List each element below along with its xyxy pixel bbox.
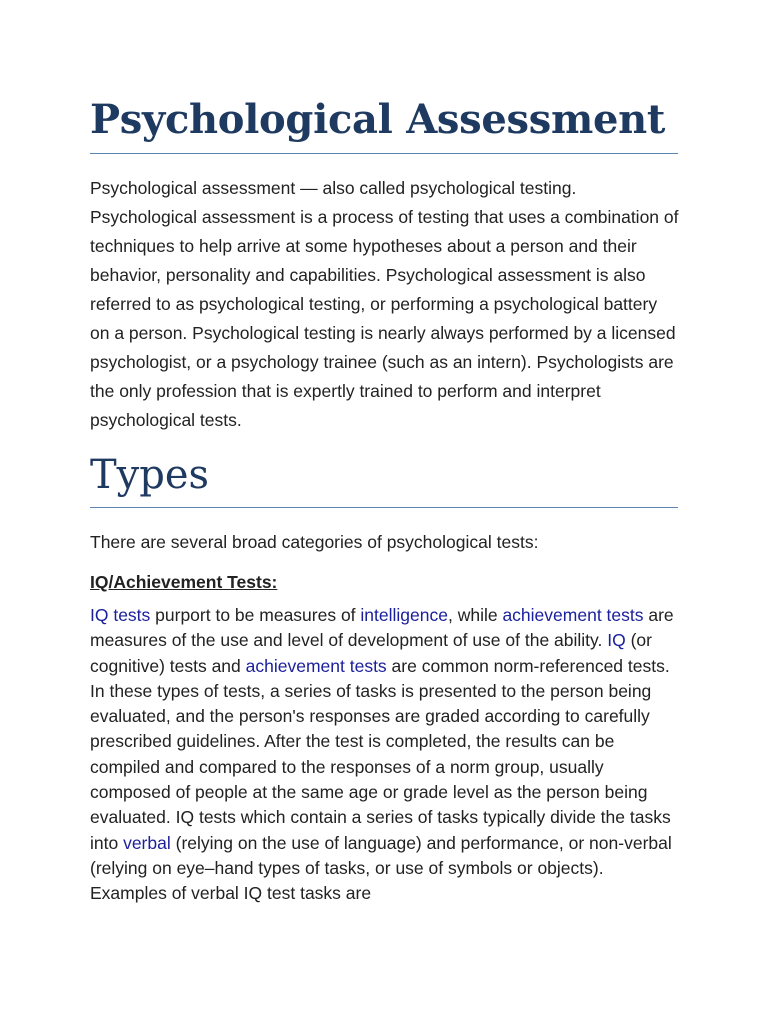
subheading-iq-achievement: IQ/Achievement Tests: bbox=[90, 572, 278, 592]
link-achievement-tests-2[interactable]: achievement tests bbox=[245, 655, 387, 676]
intro-paragraph: Psychological assessment — also called psychological testing. Psychological assessment is a process of testing that uses a combination of techniques to help arrive at some hypotheses about a person and their behavior, personality and capabilities. Psychological assessment is also referred to as psychological testing, or performing a psychological battery on a person. Psychological testing is nearly always performed by a licensed psychologist, or a psychology trainee (such as an intern). Psychologists are the only profession that is expertly trained to perform and interpret psychological tests. bbox=[90, 178, 679, 430]
body-text-5: are common norm-referenced tests. In these types of tests, a series of tasks is presented to the person being evaluated, and the person's responses are graded according to carefully prescribed guidelines. After the test is completed, the results can be compiled and compared to the responses of a norm group, usually composed of people at the same age or grade level as the person being evaluated. IQ tests which contain a series of tasks typically divide the tasks into bbox=[90, 655, 671, 853]
body-text-2: , while bbox=[447, 605, 503, 625]
link-intelligence[interactable]: intelligence bbox=[360, 605, 448, 625]
iq-achievement-paragraph bbox=[90, 603, 680, 907]
link-iq-tests[interactable]: IQ tests bbox=[90, 605, 151, 625]
body-text-1: purport to be measures of bbox=[150, 605, 361, 625]
section-heading-types: Types bbox=[90, 452, 210, 498]
body-text-3: are measures of the use and level of development of use of the ability. bbox=[90, 605, 674, 651]
page-title: Psychological Assessment bbox=[90, 96, 666, 143]
body-text-6: (relying on the use of language) and performance, or non-verbal (relying on eye–hand types of tasks, or use of symbols or objects). Examples of verbal IQ test tasks are bbox=[90, 832, 672, 904]
link-verbal[interactable]: verbal bbox=[123, 832, 171, 853]
title-divider bbox=[90, 153, 678, 154]
body-text-4: (or cognitive) tests and bbox=[90, 630, 652, 676]
section-divider bbox=[90, 507, 678, 508]
link-achievement-tests[interactable]: achievement tests bbox=[502, 605, 644, 625]
link-iq[interactable]: IQ bbox=[607, 630, 626, 651]
categories-intro: There are several broad categories of psychological tests: bbox=[90, 532, 539, 552]
